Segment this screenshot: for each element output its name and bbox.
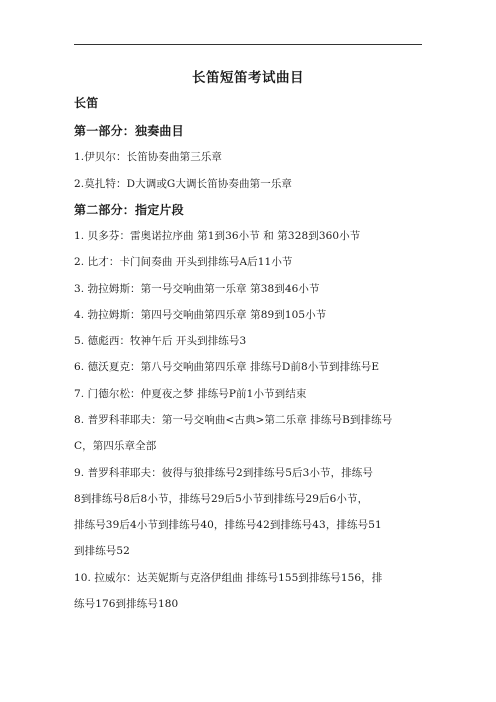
part2-line-6: 6. 德沃夏克：第八号交响曲第四乐章 排练号D前8小节到排练号E bbox=[74, 361, 380, 373]
part1-item-2: 2.莫扎特：D大调或G大调长笛协奏曲第一乐章 bbox=[74, 178, 293, 190]
part1-item-1: 1.伊贝尔：长笛协奏曲第三乐章 bbox=[74, 151, 223, 163]
part2-line-9: C，第四乐章全部 bbox=[74, 440, 157, 452]
part2-line-1: 1. 贝多芬：雷奥诺拉序曲 第1到36小节 和 第328到360小节 bbox=[74, 230, 361, 242]
part2-line-7: 7. 门德尔松：仲夏夜之梦 排练号P前1小节到结束 bbox=[74, 388, 307, 400]
part2-line-10: 9. 普罗科菲耶夫：彼得与狼排练号2到排练号5后3小节，排练号 bbox=[74, 467, 373, 479]
part2-line-12: 排练号39后4小节到排练号40，排练号42到排练号43，排练号51 bbox=[74, 519, 382, 531]
part2-line-5: 5. 德彪西：牧神午后 开头到排练号3 bbox=[74, 335, 247, 347]
part2-line-8: 8. 普罗科菲耶夫：第一号交响曲<古典>第二乐章 排练号B到排练号 bbox=[74, 414, 393, 426]
part2-line-4: 4. 勃拉姆斯：第四号交响曲第四乐章 第89到105小节 bbox=[74, 309, 327, 321]
part2-line-13: 到排练号52 bbox=[74, 545, 130, 557]
part2-line-15: 练号176到排练号180 bbox=[74, 598, 179, 610]
part2-line-3: 3. 勃拉姆斯：第一号交响曲第一乐章 第38到46小节 bbox=[74, 283, 320, 295]
part2-heading: 第二部分：指定片段 bbox=[74, 203, 184, 217]
header-rule bbox=[74, 44, 422, 45]
part1-heading: 第一部分：独奏曲目 bbox=[74, 124, 184, 138]
page-title: 长笛短笛考试曲目 bbox=[192, 70, 304, 86]
part2-line-2: 2. 比才：卡门间奏曲 开头到排练号A后11小节 bbox=[74, 256, 293, 268]
part2-line-11: 8到排练号8后8小节，排练号29后5小节到排练号29后6小节， bbox=[74, 493, 369, 505]
part2-line-14: 10. 拉威尔：达芙妮斯与克洛伊组曲 排练号155到排练号156，排 bbox=[74, 572, 383, 584]
section-heading-flute: 长笛 bbox=[74, 96, 99, 110]
